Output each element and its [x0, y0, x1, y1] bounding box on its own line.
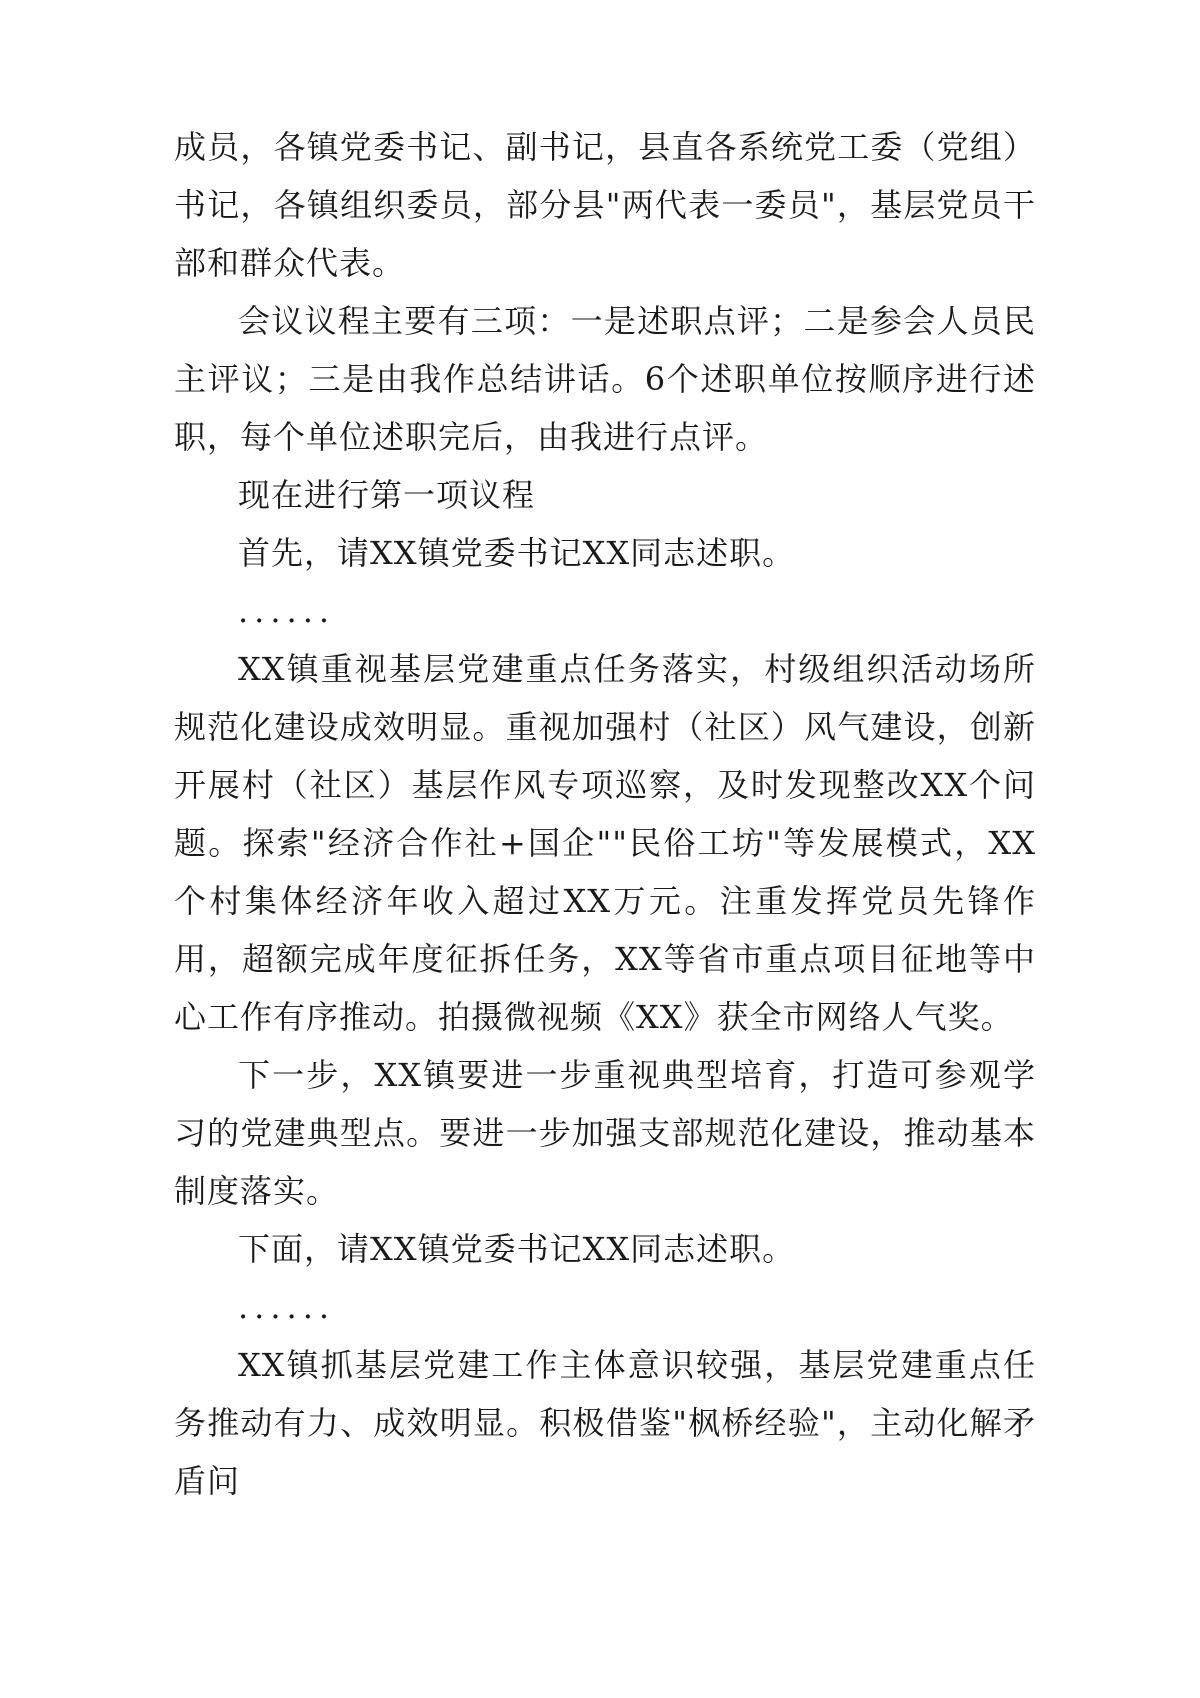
paragraph-second-review: XX镇抓基层党建工作主体意识较强，基层党建重点任务推动有力、成效明显。积极借鉴"枫桥经验"，主动化解矛盾问: [174, 1346, 1036, 1500]
paragraph-first-item: 现在进行第一项议程: [238, 476, 536, 514]
paragraph-first-review: XX镇重视基层党建重点任务落实，村级组织活动场所规范化建设成效明显。重视加强村（社区）风气建设，创新开展村（社区）基层作风专项巡察，及时发现整改XX个问题。探索"经济合作社+国企""民俗工坊"等发展模式，XX个村集体经济年收入超过XX万元。注重发挥党员先锋作用，超额完成年度征拆任务，XX等省市重点项目征地等中心工作有序推动。拍摄微视频《XX》获全市网络人气奖。: [174, 650, 1036, 1036]
paragraph-ellipsis-2: ......: [238, 1288, 336, 1326]
paragraph-agenda: 会议议程主要有三项：一是述职点评；二是参会人员民主评议；三是由我作总结讲话。6个述职单位按顺序进行述职，每个单位述职完后，由我进行点评。: [174, 302, 1036, 456]
document-body: [174, 118, 1036, 1510]
paragraph-next-steps: 下一步，XX镇要进一步重视典型培育，打造可参观学习的党建典型点。要进一步加强支部规范化建设，推动基本制度落实。: [174, 1056, 1036, 1210]
paragraph-attendees: 成员，各镇党委书记、副书记，县直各系统党工委（党组）书记，各镇组织委员，部分县"两代表一委员"，基层党员干部和群众代表。: [174, 128, 1036, 282]
paragraph-second-speaker: 下面，请XX镇党委书记XX同志述职。: [238, 1230, 796, 1268]
paragraph-first-speaker: 首先，请XX镇党委书记XX同志述职。: [238, 534, 796, 572]
paragraph-ellipsis-1: ......: [238, 592, 336, 630]
